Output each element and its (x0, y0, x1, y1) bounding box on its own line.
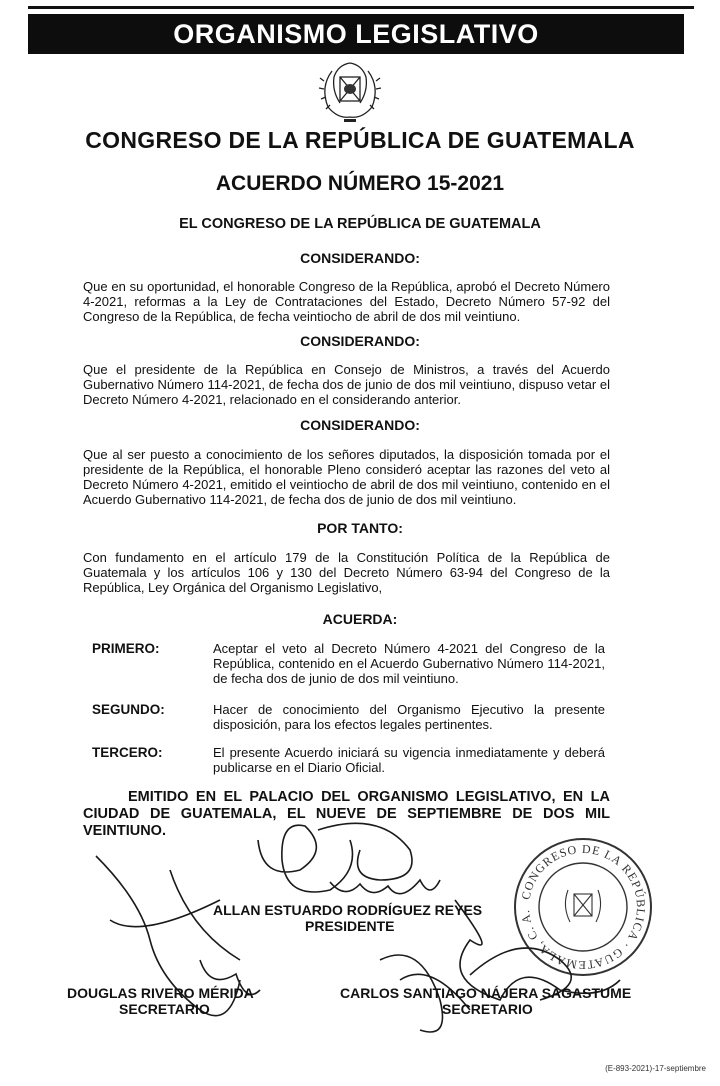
publication-reference: (E-893-2021)-17-septiembre (605, 1064, 706, 1073)
article-text-segundo: Hacer de conocimiento del Organismo Ejecutivo la presente disposición, para los efectos legales pertinentes. (213, 702, 605, 732)
considerando-heading-1: CONSIDERANDO: (300, 250, 420, 266)
secretary-left-role: SECRETARIO (119, 1001, 210, 1017)
seal-text: CONGRESO DE LA REPÚBLICA · GUATEMALA, C. A. (518, 841, 649, 973)
congress-seal-stamp (512, 836, 654, 978)
article-label-segundo: SEGUNDO: (92, 702, 165, 717)
president-role: PRESIDENTE (305, 918, 395, 934)
article-text-primero: Aceptar el veto al Decreto Número 4-2021 del Congreso de la República, contenido en el Acuerdo Gubernativo Número 114-2021, de fecha dos de junio de dos mil veintiuno. (213, 641, 605, 686)
banner: ORGANISMO LEGISLATIVO (28, 14, 684, 54)
article-text-tercero: El presente Acuerdo iniciará su vigencia inmediatamente y deberá publicarse en el Diario Oficial. (213, 745, 605, 775)
congress-title: CONGRESO DE LA REPÚBLICA DE GUATEMALA (85, 127, 635, 153)
considerando-text-1: Que en su oportunidad, el honorable Congreso de la República, aprobó el Decreto Número 4-2021, reformas a la Ley de Contrataciones del Estado, Decreto Número 57-92 del Congreso de la República, de fecha veintiocho de abril de dos mil veintiuno. (83, 279, 610, 324)
considerando-heading-3: CONSIDERANDO: (300, 417, 420, 433)
issuer-heading: EL CONGRESO DE LA REPÚBLICA DE GUATEMALA (179, 216, 541, 232)
president-name: ALLAN ESTUARDO RODRÍGUEZ REYES (213, 902, 483, 918)
considerando-heading-2: CONSIDERANDO: (300, 333, 420, 349)
agreement-title: ACUERDO NÚMERO 15-2021 (215, 172, 505, 195)
article-label-tercero: TERCERO: (92, 745, 163, 760)
emission-statement: EMITIDO EN EL PALACIO DEL ORGANISMO LEGISLATIVO, EN LA CIUDAD DE GUATEMALA, EL NUEVE DE SEPTIEMBRE DE DOS MIL VEINTIUNO. (83, 789, 610, 839)
por-tanto-text: Con fundamento en el artículo 179 de la Constitución Política de la República de Guatemala y los artículos 106 y 130 del Decreto Número 63-94 del Congreso de la República, Ley Orgánica del Organismo Legislativo, (83, 550, 610, 595)
article-label-primero: PRIMERO: (92, 641, 160, 656)
acuerda-heading: ACUERDA: (322, 611, 398, 627)
por-tanto-heading: POR TANTO: (317, 520, 403, 536)
top-rule (28, 6, 694, 9)
secretary-right-name: CARLOS SANTIAGO NÁJERA SAGASTUME (340, 985, 632, 1001)
svg-text:CONGRESO DE LA REPÚBLICA · GUA (518, 842, 648, 972)
secretary-right-role: SECRETARIO (442, 1001, 533, 1017)
considerando-text-3: Que al ser puesto a conocimiento de los señores diputados, la disposición tomada por el presidente de la República, el honorable Pleno consideró aceptar las razones del veto al Decreto Número 4-2021, emitido el veintiocho de abril de dos mil veintiuno, contenido en el Acuerdo Gubernativo 114-2021, de fecha dos de junio de dos mil veintiuno. (83, 447, 610, 507)
secretary-left-name: DOUGLAS RIVERO MÉRIDA (67, 985, 254, 1001)
considerando-text-2: Que el presidente de la República en Consejo de Ministros, a través del Acuerdo Gubernativo Número 114-2021, de fecha dos de junio de dos mil veintiuno, dispuso vetar el Decreto Número 4-2021, relacionado en el considerando anterior. (83, 362, 610, 407)
coat-of-arms-emblem (310, 57, 390, 125)
